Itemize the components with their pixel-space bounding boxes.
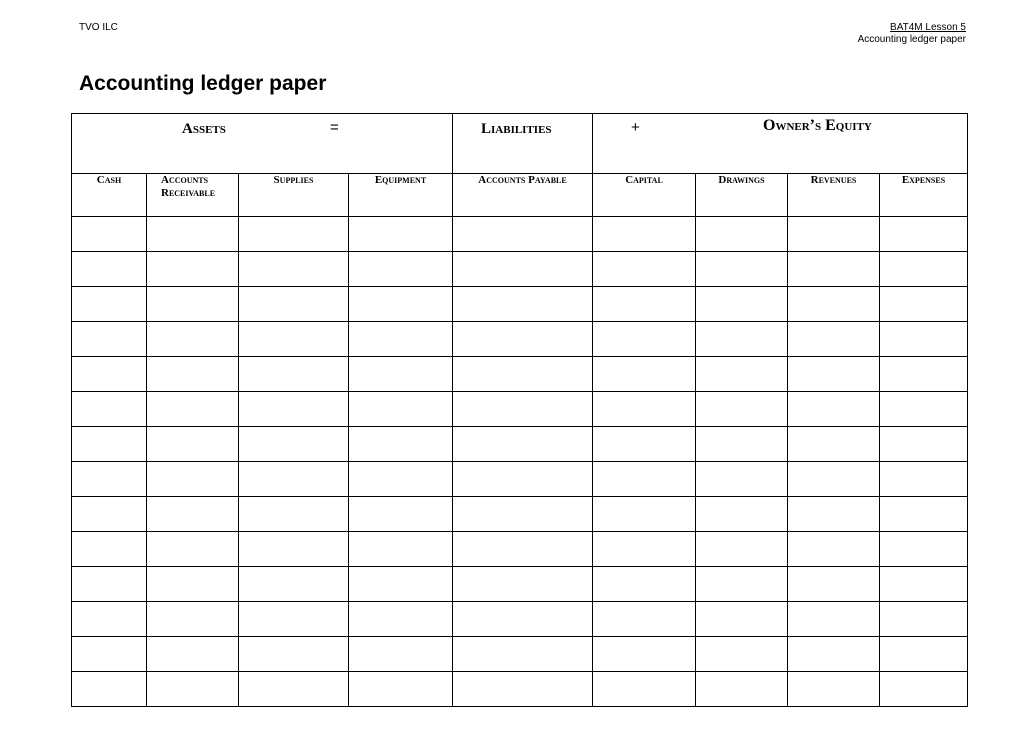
ledger-cell[interactable]	[696, 357, 788, 392]
col-header-drawings: Drawings	[718, 174, 765, 186]
ledger-cell[interactable]	[453, 567, 593, 602]
ledger-cell[interactable]	[696, 532, 788, 567]
ledger-cell[interactable]	[147, 392, 239, 427]
ledger-body	[72, 217, 968, 707]
ledger-cell[interactable]	[788, 252, 880, 287]
column-header-row	[72, 174, 968, 217]
ledger-cell[interactable]	[72, 287, 147, 322]
ledger-table	[71, 113, 968, 707]
ledger-cell[interactable]	[696, 637, 788, 672]
ledger-cell[interactable]	[453, 357, 593, 392]
ledger-cell[interactable]	[147, 357, 239, 392]
ledger-cell[interactable]	[788, 392, 880, 427]
ledger-cell[interactable]	[72, 252, 147, 287]
assets-label: Assets	[182, 121, 226, 137]
ledger-cell[interactable]	[239, 392, 349, 427]
equals-sign: =	[330, 119, 339, 136]
ledger-cell[interactable]	[788, 287, 880, 322]
liabilities-header-cell	[453, 114, 593, 174]
ledger-cell[interactable]	[593, 217, 696, 252]
ledger-cell[interactable]	[72, 357, 147, 392]
ledger-cell[interactable]	[72, 602, 147, 637]
ledger-cell[interactable]	[72, 462, 147, 497]
ledger-cell[interactable]	[788, 567, 880, 602]
ledger-cell[interactable]	[593, 357, 696, 392]
ledger-cell[interactable]	[239, 322, 349, 357]
ledger-cell[interactable]	[788, 672, 880, 707]
ledger-cell[interactable]	[593, 497, 696, 532]
ledger-cell[interactable]	[593, 392, 696, 427]
page-title: Accounting ledger paper	[79, 72, 327, 95]
ledger-cell[interactable]	[696, 427, 788, 462]
ledger-cell[interactable]	[788, 357, 880, 392]
ledger-cell[interactable]	[880, 497, 968, 532]
ledger-cell[interactable]	[349, 322, 453, 357]
ledger-cell[interactable]	[453, 252, 593, 287]
ledger-cell[interactable]	[880, 637, 968, 672]
ledger-cell[interactable]	[349, 217, 453, 252]
ledger-cell[interactable]	[788, 462, 880, 497]
ledger-cell[interactable]	[147, 672, 239, 707]
ledger-cell[interactable]	[696, 672, 788, 707]
header-subtitle: Accounting ledger paper	[857, 34, 966, 45]
ledger-cell[interactable]	[696, 322, 788, 357]
ledger-row	[72, 427, 968, 462]
liabilities-label: Liabilities	[481, 121, 552, 137]
ledger-row	[72, 392, 968, 427]
ledger-cell[interactable]	[880, 462, 968, 497]
ledger-cell[interactable]	[880, 602, 968, 637]
ledger-cell[interactable]	[349, 532, 453, 567]
ledger-cell[interactable]	[880, 427, 968, 462]
col-header-accounts-payable: Accounts Payable	[478, 174, 567, 186]
ledger-cell[interactable]	[349, 672, 453, 707]
ledger-row	[72, 602, 968, 637]
ledger-cell[interactable]	[880, 672, 968, 707]
ledger-cell[interactable]	[239, 287, 349, 322]
ledger-cell[interactable]	[593, 637, 696, 672]
ledger-cell[interactable]	[880, 532, 968, 567]
plus-sign: +	[631, 119, 640, 136]
ledger-cell[interactable]	[453, 217, 593, 252]
ledger-row	[72, 532, 968, 567]
ledger-cell[interactable]	[696, 602, 788, 637]
ledger-cell[interactable]	[696, 462, 788, 497]
owners-equity-label: Owner’s Equity	[763, 117, 872, 134]
ledger-cell[interactable]	[453, 602, 593, 637]
header-course: BAT4M Lesson 5	[890, 22, 966, 33]
ledger-cell[interactable]	[593, 427, 696, 462]
ledger-cell[interactable]	[147, 427, 239, 462]
ledger-cell[interactable]	[453, 322, 593, 357]
col-header-supplies: Supplies	[273, 174, 314, 186]
ledger-row	[72, 252, 968, 287]
ledger-cell[interactable]	[880, 287, 968, 322]
ledger-cell[interactable]	[696, 567, 788, 602]
ledger-cell[interactable]	[147, 637, 239, 672]
ledger-cell[interactable]	[72, 392, 147, 427]
ledger-cell[interactable]	[239, 357, 349, 392]
col-header-capital: Capital	[625, 174, 663, 186]
ledger-cell[interactable]	[880, 392, 968, 427]
ledger-cell[interactable]	[349, 637, 453, 672]
ledger-cell[interactable]	[880, 217, 968, 252]
ledger-cell[interactable]	[72, 497, 147, 532]
ledger-cell[interactable]	[239, 532, 349, 567]
ledger-cell[interactable]	[593, 602, 696, 637]
ledger-cell[interactable]	[147, 532, 239, 567]
ledger-cell[interactable]	[788, 497, 880, 532]
ledger-cell[interactable]	[696, 252, 788, 287]
ledger-cell[interactable]	[239, 427, 349, 462]
ledger-row	[72, 322, 968, 357]
ledger-cell[interactable]	[453, 672, 593, 707]
ledger-cell[interactable]	[72, 427, 147, 462]
ledger-cell[interactable]	[239, 462, 349, 497]
ledger-cell[interactable]	[239, 672, 349, 707]
ledger-cell[interactable]	[593, 672, 696, 707]
ledger-cell[interactable]	[349, 392, 453, 427]
ledger-cell[interactable]	[147, 462, 239, 497]
ledger-cell[interactable]	[880, 567, 968, 602]
ledger-row	[72, 567, 968, 602]
header-right	[858, 22, 966, 46]
ledger-cell[interactable]	[696, 497, 788, 532]
col-header-equipment: Equipment	[374, 174, 427, 186]
ledger-cell[interactable]	[453, 287, 593, 322]
ledger-cell[interactable]	[72, 217, 147, 252]
ledger-cell[interactable]	[696, 217, 788, 252]
assets-header-cell	[72, 114, 453, 174]
ledger-cell[interactable]	[788, 532, 880, 567]
ledger-cell[interactable]	[788, 322, 880, 357]
ledger-cell[interactable]	[453, 497, 593, 532]
ledger-cell[interactable]	[880, 322, 968, 357]
ledger-cell[interactable]	[788, 602, 880, 637]
ledger-cell[interactable]	[147, 217, 239, 252]
ledger-cell[interactable]	[453, 532, 593, 567]
ledger-cell[interactable]	[72, 637, 147, 672]
ledger-cell[interactable]	[349, 462, 453, 497]
ledger-cell[interactable]	[239, 637, 349, 672]
ledger-cell[interactable]	[788, 637, 880, 672]
ledger-cell[interactable]	[147, 567, 239, 602]
col-header-accounts-receivable: Accounts Receivable	[161, 174, 216, 199]
ledger-cell[interactable]	[72, 532, 147, 567]
ledger-cell[interactable]	[239, 252, 349, 287]
ledger-cell[interactable]	[147, 322, 239, 357]
ledger-row	[72, 462, 968, 497]
ledger-cell[interactable]	[349, 497, 453, 532]
ledger-cell[interactable]	[593, 462, 696, 497]
ledger-cell[interactable]	[593, 322, 696, 357]
ledger-cell[interactable]	[453, 392, 593, 427]
ledger-cell[interactable]	[349, 252, 453, 287]
ledger-cell[interactable]	[453, 427, 593, 462]
ledger-row	[72, 672, 968, 707]
ledger-cell[interactable]	[593, 567, 696, 602]
header-org: TVO ILC	[79, 22, 118, 33]
ledger-cell[interactable]	[349, 567, 453, 602]
ledger-row	[72, 497, 968, 532]
ledger-cell[interactable]	[239, 497, 349, 532]
ledger-cell[interactable]	[239, 567, 349, 602]
ledger-row	[72, 357, 968, 392]
col-header-cash: Cash	[96, 174, 122, 186]
ledger-cell[interactable]	[593, 252, 696, 287]
ledger-cell[interactable]	[349, 287, 453, 322]
ledger-cell[interactable]	[72, 567, 147, 602]
ledger-cell[interactable]	[147, 602, 239, 637]
ledger-cell[interactable]	[453, 637, 593, 672]
ledger-cell[interactable]	[72, 322, 147, 357]
ledger-cell[interactable]	[349, 602, 453, 637]
ledger-cell[interactable]	[880, 357, 968, 392]
ledger-cell[interactable]	[880, 252, 968, 287]
ledger-cell[interactable]	[788, 427, 880, 462]
ledger-row	[72, 637, 968, 672]
ledger-cell[interactable]	[788, 217, 880, 252]
ledger-cell[interactable]	[696, 392, 788, 427]
ledger-cell[interactable]	[696, 287, 788, 322]
ledger-cell[interactable]	[239, 217, 349, 252]
ledger-cell[interactable]	[593, 287, 696, 322]
equity-header-cell	[593, 114, 968, 174]
ledger-row	[72, 287, 968, 322]
col-header-expenses: Expenses	[901, 174, 946, 186]
ledger-cell[interactable]	[453, 462, 593, 497]
ledger-row	[72, 217, 968, 252]
ledger-cell[interactable]	[349, 427, 453, 462]
ledger-cell[interactable]	[147, 497, 239, 532]
ledger-cell[interactable]	[593, 532, 696, 567]
ledger-cell[interactable]	[239, 602, 349, 637]
col-header-revenues: Revenues	[810, 174, 857, 186]
ledger-cell[interactable]	[72, 672, 147, 707]
equation-row	[72, 114, 968, 174]
ledger-cell[interactable]	[147, 252, 239, 287]
ledger-cell[interactable]	[349, 357, 453, 392]
ledger-cell[interactable]	[147, 287, 239, 322]
